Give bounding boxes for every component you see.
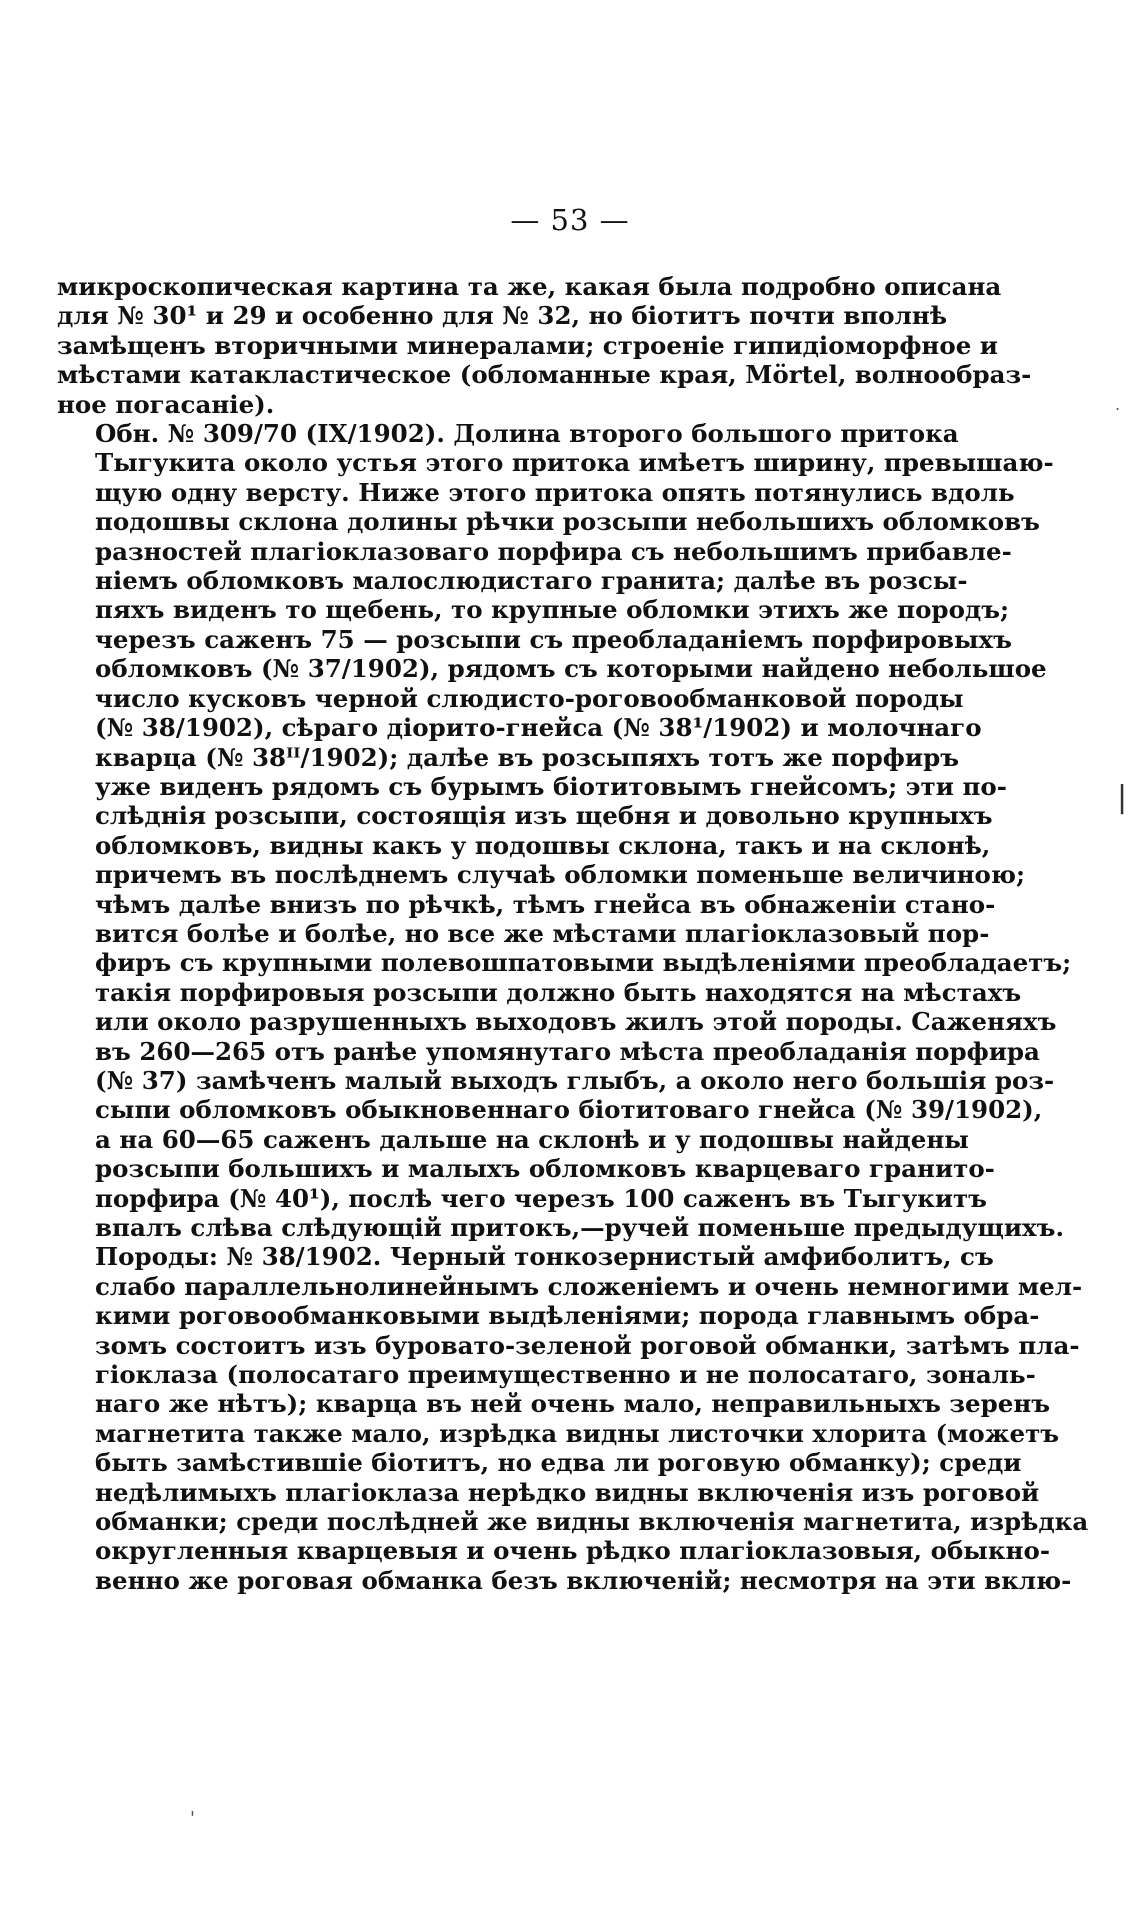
text-line: такія порфировыя розсыпи должно быть находятся на мѣстахъ [95,977,1022,1007]
text-line: недѣлимыхъ плагіоклаза нерѣдко видны включенія изъ роговой [95,1477,1040,1507]
text-line: зомъ состоитъ изъ буровато-зеленой роговой обманки, затѣмъ пла- [95,1330,1080,1360]
text-line: а на 60—65 саженъ дальше на склонѣ и у подошвы найдены [95,1124,969,1154]
text-line: пяхъ виденъ то щебень, то крупные обломки этихъ же породъ; [95,595,1010,625]
text-line: фиръ съ крупными полевошпатовыми выдѣленіями преобладаетъ; [95,948,1072,978]
text-line: вится болѣе и болѣе, но все же мѣстами плагіоклазовый пор- [95,918,990,948]
margin-mark-bar: | [1117,780,1128,815]
text-line: черезъ саженъ 75 — розсыпи съ преобладаніемъ порфировыхъ [95,624,1012,654]
text-body [57,272,1089,1595]
text-line: обманки; среди послѣдней же видны включенія магнетита, изрѣдка [95,1507,1089,1537]
margin-mark-tick: ' [190,1808,195,1829]
text-line: (№ 37) замѣченъ малый выходъ глыбъ, а около него большія роз- [95,1065,1055,1095]
text-line: микроскопическая картина та же, какая была подробно описана [57,272,1002,301]
text-line: порфира (№ 40¹), послѣ чего черезъ 100 саженъ въ Тыгукитъ [95,1183,987,1213]
text-line: чѣмъ далѣе внизъ по рѣчкѣ, тѣмъ гнейса въ обнаженіи стано- [95,889,996,919]
text-line: гіоклаза (полосатаго преимущественно и не полосатаго, зональ- [95,1360,1036,1390]
text-line: впалъ слѣва слѣдующій притокъ,—ручей поменьше предыдущихъ. [95,1213,1064,1242]
text-line: обломковъ, видны какъ у подошвы склона, такъ и на склонѣ, [95,830,991,860]
text-line: округленныя кварцевыя и очень рѣдко плагіоклазовыя, обыкно- [95,1536,1050,1566]
text-line: или около разрушенныхъ выходовъ жилъ этой породы. Саженяхъ [95,1007,1057,1037]
text-line: слабо параллельнолинейнымъ сложеніемъ и очень немногими мел- [95,1271,1083,1301]
text-line: число кусковъ черной слюдисто-роговообманковой породы [95,683,964,713]
text-line: уже виденъ рядомъ съ бурымъ біотитовымъ гнейсомъ; эти по- [95,771,1007,801]
text-line: причемъ въ послѣднемъ случаѣ обломки поменьше величиною; [95,860,1026,890]
text-line: Породы: № 38/1902. Черный тонкозернистый амфиболитъ, съ [95,1242,994,1272]
text-line: слѣднія розсыпи, состоящія изъ щебня и довольно крупныхъ [95,801,993,831]
text-line: магнетита также мало, изрѣдка видны листочки хлорита (можетъ [95,1418,1060,1448]
text-line: (№ 38/1902), сѣраго діорито-гнейса (№ 38¹/1902) и молочнаго [95,713,982,743]
text-line: наго же нѣтъ); кварца въ ней очень мало, неправильныхъ зеренъ [95,1389,1051,1419]
text-line: розсыпи большихъ и малыхъ обломковъ кварцеваго гранито- [95,1154,995,1184]
text-line: Тыгукита около устья этого притока имѣетъ ширину, превышаю- [95,448,1054,478]
text-line: въ 260—265 отъ ранѣе упомянутаго мѣста преобладанія порфира [95,1036,1040,1066]
text-line: подошвы склона долины рѣчки розсыпи небольшихъ обломковъ [95,507,1040,537]
text-line: обломковъ (№ 37/1902), рядомъ съ которыми найдено небольшое [95,654,1047,684]
page-number: — 53 — [510,203,630,237]
paragraph [57,419,1072,1242]
text-line: щую одну версту. Ниже этого притока опять потянулись вдоль [95,477,1015,507]
text-line: сыпи обломковъ обыкновеннаго біотитоваго гнейса (№ 39/1902), [95,1095,1043,1125]
text-line: разностей плагіоклазоваго порфира съ небольшимъ прибавле- [95,536,1012,566]
text-line: ніемъ обломковъ малослюдистаго гранита; далѣе въ розсы- [95,566,968,596]
text-line: замѣщенъ вторичными минералами; строеніе гипидіоморфное и [57,330,998,360]
text-line: для № 30¹ и 29 и особенно для № 32, но біотитъ почти вполнѣ [57,301,948,331]
text-line: мѣстами катакластическое (обломанные края, Mörtel, волнообраз- [57,360,1032,390]
text-line: венно же роговая обманка безъ включеній; несмотря на эти вклю- [95,1565,1072,1595]
text-line: кварца (№ 38ᴵᴵ/1902); далѣе въ розсыпяхъ тотъ же порфиръ [95,742,959,772]
paragraph [57,272,1032,419]
text-line: быть замѣстившіе біотитъ, но едва ли роговую обманку); среди [95,1448,1022,1478]
paragraph [57,1242,1089,1595]
margin-mark-dot: . [1115,395,1121,414]
text-line: кими роговообманковыми выдѣленіями; порода главнымъ обра- [95,1301,1040,1331]
text-line: Обн. № 309/70 (IX/1902). Долина второго большого притока [95,419,959,449]
text-line: ное погасаніе). [57,389,275,419]
